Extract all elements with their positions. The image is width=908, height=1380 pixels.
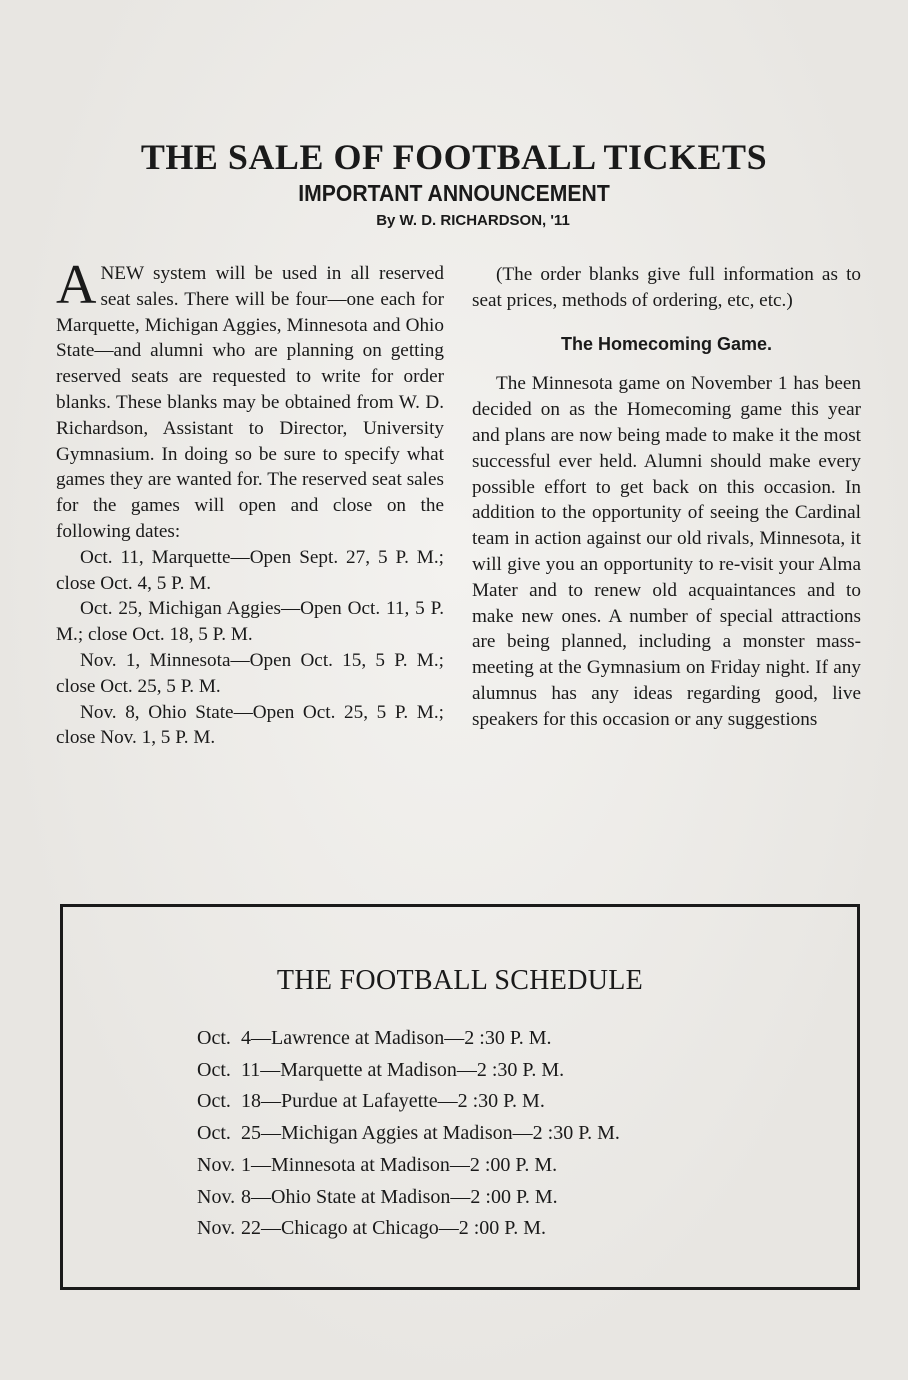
schedule-game: 25—Michigan Aggies at Madison—2 :30 P. M. — [241, 1122, 620, 1145]
sale-date-item: Nov. 1, Minnesota—Open Oct. 15, 5 P. M.; close Oct. 25, 5 P. M. — [56, 649, 444, 697]
schedule-row — [197, 1213, 620, 1245]
article-byline: By W. D. RICHARDSON, '11 — [376, 212, 570, 229]
schedule-row — [197, 1023, 620, 1055]
article-title: THE SALE OF FOOTBALL TICKETS — [140, 137, 768, 177]
schedule-game: 11—Marquette at Madison—2 :30 P. M. — [241, 1058, 565, 1081]
right-column — [472, 262, 861, 733]
homecoming-paragraph: The Minnesota game on November 1 has been decided on as the Homecoming game this year and plans are now being made to make it the most successful ever held. Alumni should make every possible effort to get back on this occasion. In addition to the opportunity of seeing the Cardinal team in action against our old rivals, Minnesota, it will give you an opportunity to re-visit your Alma Mater and to renew old acquaintances and to make new ones. A number of special attractions are being planned, including a monster mass-meeting at the Gymnasium on Friday night. If any alumnus has any ideas regarding good, live speakers for this occasion or any suggestions — [472, 373, 861, 730]
order-note-paragraph: (The order blanks give full information as to seat prices, methods of ordering, etc, etc.) — [472, 264, 861, 311]
schedule-game: 18—Purdue at Lafayette—2 :30 P. M. — [241, 1090, 545, 1113]
schedule-row — [197, 1182, 620, 1214]
sale-date-item: Oct. 11, Marquette—Open Sept. 27, 5 P. M.; close Oct. 4, 5 P. M. — [56, 546, 444, 594]
schedule-month: Oct. — [197, 1027, 231, 1049]
football-schedule-box — [60, 904, 860, 1290]
left-column — [56, 254, 444, 751]
schedule-month: Oct. — [197, 1122, 231, 1145]
section-heading: The Homecoming Game. — [560, 333, 773, 354]
schedule-list — [197, 1023, 620, 1245]
schedule-game: 8—Ohio State at Madison—2 :00 P. M. — [241, 1185, 558, 1208]
schedule-row — [197, 1150, 620, 1182]
schedule-game: 1—Minnesota at Madison—2 :00 P. M. — [241, 1153, 558, 1176]
intro-text: NEW system will be used in all reserved seat sales. There will be four—one each for Marquette, Michigan Aggies, Minnesota and Ohio State—and alumni who are planning on getting reserved seats are requested to write for order blanks. These blanks may be obtained from W. D. Richardson, Assistant to Director, University Gymnasium. In doing so be sure to specify what games they are wanted for. The reserved seat sales for the games will open and close on the following dates: — [56, 263, 444, 542]
intro-paragraph — [56, 254, 444, 545]
sale-date-item: Nov. 8, Ohio State—Open Oct. 25, 5 P. M.; close Nov. 1, 5 P. M. — [56, 701, 444, 749]
schedule-game: 4—Lawrence at Madison—2 :30 P. M. — [241, 1027, 552, 1049]
schedule-title: THE FOOTBALL SCHEDULE — [276, 965, 644, 996]
schedule-row — [197, 1086, 620, 1118]
schedule-month: Nov. — [197, 1217, 236, 1240]
schedule-month: Oct. — [197, 1090, 231, 1113]
schedule-month: Nov. — [197, 1185, 236, 1208]
schedule-row — [197, 1055, 620, 1087]
sale-date-item: Oct. 25, Michigan Aggies—Open Oct. 11, 5 P. M.; close Oct. 18, 5 P. M. — [56, 598, 444, 646]
schedule-month: Nov. — [197, 1153, 236, 1176]
schedule-month: Oct. — [197, 1058, 231, 1081]
schedule-game: 22—Chicago at Chicago—2 :00 P. M. — [241, 1217, 546, 1240]
drop-cap: A — [56, 254, 97, 316]
schedule-row — [197, 1118, 620, 1150]
article-subtitle: IMPORTANT ANNOUNCEMENT — [298, 180, 610, 206]
